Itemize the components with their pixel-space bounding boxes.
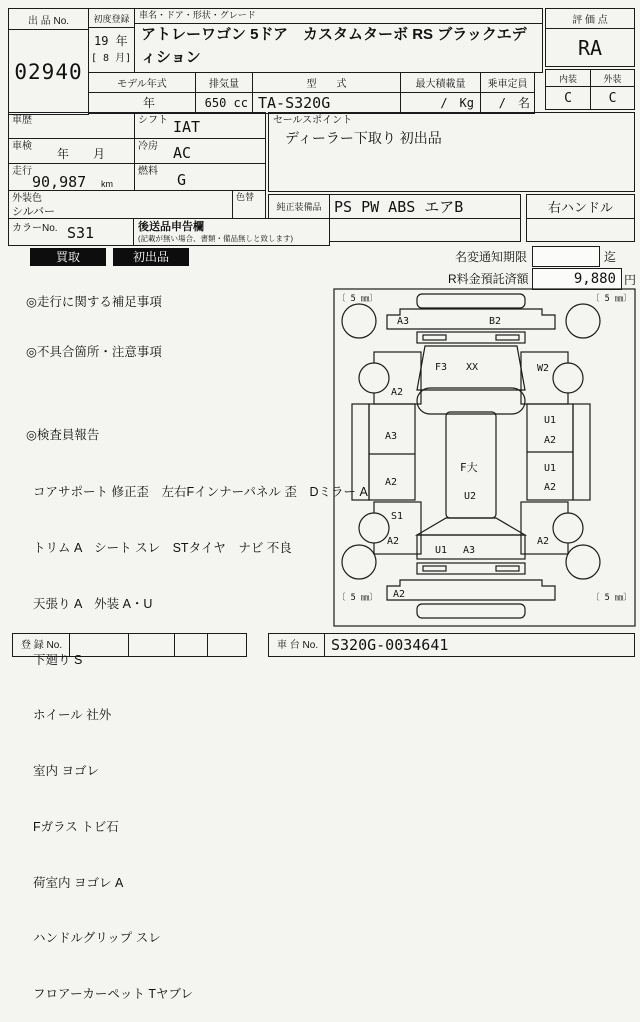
- fuel-cell: [134, 163, 266, 191]
- model-year-header: [88, 72, 196, 93]
- code-roof-sub: U2: [464, 491, 477, 502]
- fuel-label: 燃料: [138, 166, 158, 177]
- mileage-label: 走行: [12, 166, 32, 177]
- shift-value: IAT: [173, 118, 201, 136]
- inspector-line: ハンドルグリップ スレ: [33, 931, 161, 946]
- code-front-bar-left: A3: [397, 316, 410, 327]
- name-change-label: 名変通知期限: [455, 250, 528, 264]
- code-fender-fl: A2: [391, 387, 404, 398]
- color-change-cell: [232, 190, 266, 219]
- capacity-cell: [480, 92, 535, 114]
- chassis-no-divider: [324, 634, 325, 656]
- sales-point-label: セールスポイント: [273, 115, 353, 126]
- lot-no-box: [8, 29, 89, 115]
- handle-cell: [526, 194, 635, 219]
- recycle-suffix: 円: [624, 273, 637, 287]
- model-code-label: 型 式: [306, 79, 347, 90]
- equipment-label: 純正装備品: [276, 202, 322, 212]
- rocker-right: [573, 404, 590, 500]
- rear-garnish-slot-left: [423, 566, 446, 571]
- reg-no-divider: [174, 634, 175, 656]
- wheel-front-left: [342, 304, 376, 338]
- rear-bottom-strip: [417, 604, 525, 618]
- max-load-label: 最大積載量: [415, 79, 466, 90]
- reg-no-divider: [69, 634, 70, 656]
- inspector-line: ホイール 社外: [33, 708, 112, 723]
- fuel-value: G: [177, 171, 187, 189]
- driving-notes-heading: ◎走行に関する補足事項: [26, 295, 162, 309]
- rear-window: [417, 518, 525, 535]
- model-year-cell: [88, 92, 196, 114]
- color-no-label: カラーNo.: [12, 223, 58, 234]
- shaken-label: 車検: [12, 141, 32, 152]
- corner-note-tl: 〔 5 ㎜〕: [337, 294, 378, 304]
- shift-cell: [134, 112, 266, 139]
- inspector-heading: ◎検査員報告: [26, 428, 100, 442]
- body-color-label: 外装色: [12, 193, 42, 204]
- exterior-grade-cell: [590, 86, 635, 110]
- inspector-line: 室内 ヨゴレ: [33, 764, 99, 779]
- ac-cell: [134, 138, 266, 164]
- name-change-suffix: 迄: [604, 250, 617, 264]
- lot-no-label: 出 品 No.: [27, 15, 70, 27]
- reg-no-box: [12, 633, 247, 657]
- chassis-no-box: [268, 633, 635, 657]
- defects-heading: ◎不具合箇所・注意事項: [26, 345, 162, 359]
- code-door-r-1a: U1: [544, 415, 557, 426]
- code-fender-fr: W2: [537, 363, 550, 374]
- exterior-label: 外装: [603, 73, 622, 84]
- mileage-unit: km: [101, 179, 113, 189]
- arch-rear-right: [553, 513, 583, 543]
- model-code-value: TA-S320G: [258, 94, 331, 112]
- max-load-value: / Kg: [440, 96, 474, 110]
- rear-bumper: [387, 580, 555, 600]
- exterior-grade: C: [608, 90, 617, 106]
- mileage-cell: [8, 163, 135, 191]
- code-roof-main: F大: [460, 461, 478, 474]
- lot-no-value: 02940: [14, 60, 83, 84]
- interior-label: 内装: [558, 73, 577, 84]
- color-no-value: S31: [67, 224, 95, 242]
- body-color-value: シルバー: [12, 206, 55, 218]
- grade-value: RA: [577, 35, 603, 60]
- wheel-front-right: [566, 304, 600, 338]
- buyout-badge: 買取: [30, 248, 106, 266]
- first-listing-badge: 初出品: [113, 248, 189, 266]
- shaken-value: 年 月: [57, 147, 106, 161]
- car-name-header-label: 車名・ドア・形状・グレード: [139, 10, 256, 20]
- recycle-value: 9,880: [573, 271, 616, 287]
- reg-no-divider: [207, 634, 208, 656]
- front-garnish-slot-left: [423, 335, 446, 340]
- front-garnish: [417, 332, 525, 343]
- car-name-box: [134, 23, 543, 73]
- interior-grade-cell: [545, 86, 591, 110]
- displacement-header: [195, 72, 253, 93]
- code-quarter-l-a: S1: [391, 511, 404, 522]
- handle-value: 右ハンドル: [547, 200, 613, 215]
- handle-empty-cell: [526, 218, 635, 242]
- color-no-cell: [8, 218, 134, 246]
- code-windshield-l: F3: [435, 362, 448, 373]
- inspector-line: 下廻り S: [33, 652, 83, 667]
- code-front-bar-right: B2: [489, 316, 502, 327]
- equipment-empty-cell: [329, 218, 521, 242]
- inspector-line: Fガラス トビ石: [33, 819, 119, 834]
- later-items-label: 後送品申告欄: [138, 221, 204, 233]
- recycle-box: [532, 268, 622, 290]
- shift-label: シフト: [138, 115, 168, 126]
- ac-value: AC: [173, 144, 192, 162]
- inspector-line: トリム A シート スレ STタイヤ ナビ 不良: [33, 540, 292, 555]
- mileage-value: 90,987: [32, 173, 87, 191]
- history-label: 車歴: [12, 115, 32, 126]
- color-change-label: 色替: [236, 192, 255, 202]
- code-door-r-2b: A2: [544, 482, 557, 493]
- capacity-value: / 名: [498, 96, 530, 110]
- sales-point-value: ディーラー下取り 初出品: [285, 130, 442, 146]
- exterior-header: [590, 69, 635, 87]
- code-door-l-upper: A3: [385, 431, 398, 442]
- capacity-label: 乗車定員: [487, 79, 528, 90]
- corner-note-bl: 〔 5 ㎜〕: [337, 593, 378, 603]
- hood: [417, 388, 525, 414]
- rocker-left: [352, 404, 369, 500]
- interior-grade: C: [564, 90, 572, 106]
- max-load-header: [400, 72, 481, 93]
- inspector-line: フロアーカーペット Tヤブレ: [33, 987, 193, 1002]
- grade-header: [545, 8, 635, 29]
- code-quarter-l-b: A2: [387, 536, 400, 547]
- max-load-cell: [400, 92, 481, 114]
- body-color-cell: [8, 190, 233, 219]
- wheel-rear-right: [566, 545, 600, 579]
- model-code-header: [252, 72, 401, 93]
- rear-garnish-slot-right: [496, 566, 519, 571]
- arch-front-left: [359, 363, 389, 393]
- displacement-label: 排気量: [209, 79, 239, 90]
- grade-label: 評 価 点: [572, 15, 608, 26]
- sales-point-box: [268, 112, 635, 192]
- history-cell: [8, 112, 135, 139]
- first-reg-header: [88, 8, 135, 28]
- inspector-line: 天張り A 外装 A・U: [33, 596, 153, 611]
- car-damage-diagram: [333, 288, 637, 628]
- model-year-value: 年: [142, 96, 155, 110]
- first-reg-box: [88, 27, 135, 73]
- model-code-cell: [252, 92, 401, 114]
- equipment-value: PS PW ABS エアB: [334, 198, 464, 216]
- inspector-line: コアサポート 修正歪 左右Fインナーパネル 歪 Dミラー A: [33, 485, 368, 500]
- wheel-rear-left: [342, 545, 376, 579]
- equipment-label-cell: [268, 194, 330, 219]
- corner-note-tr: 〔 5 ㎜〕: [591, 294, 632, 304]
- first-reg-month: [ 8 月]: [91, 53, 132, 64]
- code-rear-panel-a: U1: [435, 545, 448, 556]
- car-name-header: [134, 8, 543, 24]
- car-name-line2: ィション: [141, 49, 201, 66]
- reg-no-label: 登 録 No.: [21, 640, 63, 651]
- first-reg-label: 初度登録: [93, 13, 130, 24]
- grade-box: [545, 28, 635, 67]
- reg-no-divider: [128, 634, 129, 656]
- code-door-l-lower: A2: [385, 477, 398, 488]
- code-windshield-r: XX: [466, 362, 479, 373]
- chassis-no-value: S320G-0034641: [331, 636, 449, 654]
- shaken-cell: [8, 138, 135, 164]
- equipment-value-cell: [329, 194, 521, 219]
- code-door-r-2a: U1: [544, 463, 557, 474]
- inspector-line: 荷室内 ヨゴレ A: [33, 875, 124, 890]
- arch-front-right: [553, 363, 583, 393]
- later-items-cell: [133, 218, 330, 246]
- code-rear-bumper: A2: [393, 589, 406, 600]
- front-top-strip: [417, 294, 525, 308]
- car-name-line1: アトレーワゴン 5ドア カスタムターボ RS ブラックエデ: [141, 26, 527, 43]
- front-bumper: [387, 309, 555, 329]
- chassis-no-label: 車 台 No.: [277, 640, 319, 651]
- displacement-value: 650 cc: [204, 96, 248, 110]
- recycle-label: R料金預託済額: [448, 272, 529, 286]
- first-reg-year: 19 年: [94, 34, 128, 48]
- code-rear-panel-b: A3: [463, 545, 476, 556]
- rear-garnish: [417, 563, 525, 574]
- arch-rear-left: [359, 513, 389, 543]
- capacity-header: [480, 72, 535, 93]
- front-garnish-slot-right: [496, 335, 519, 340]
- lot-no-header: [8, 8, 89, 30]
- ac-label: 冷房: [138, 141, 158, 152]
- name-change-box: [532, 246, 600, 267]
- code-quarter-r: A2: [537, 536, 550, 547]
- later-items-note: (記載が無い場合、書類・備品無しと致します): [138, 234, 293, 243]
- model-year-label: モデル年式: [117, 79, 167, 90]
- displacement-cell: [195, 92, 253, 114]
- code-door-r-1b: A2: [544, 435, 557, 446]
- corner-note-br: 〔 5 ㎜〕: [591, 593, 632, 603]
- interior-header: [545, 69, 591, 87]
